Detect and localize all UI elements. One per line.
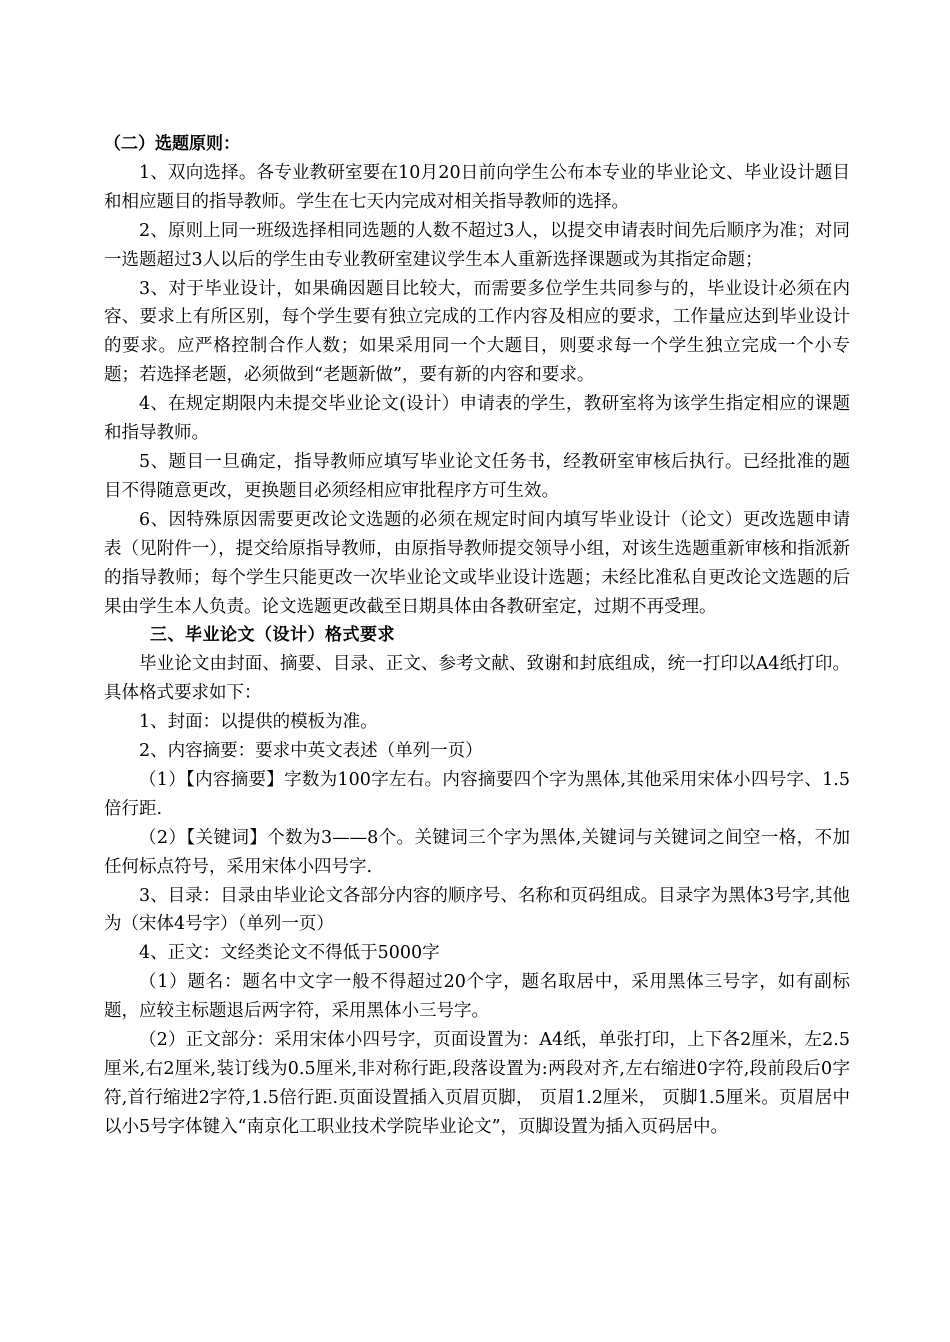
principle-paragraph-1: 1、双向选择。各专业教研室要在10月20日前向学生公布本专业的毕业论文、毕业设计题目和相应题目的指导教师。学生在七天内完成对相关指导教师的选择。 [104, 162, 850, 212]
document-body [104, 130, 850, 1142]
principle-paragraph-6: 6、因特殊原因需要更改论文选题的必须在规定时间内填写毕业设计（论文）更改选题申请表（见附件一），提交给原指导教师，由原指导教师提交领导小组，对该生选题重新审核和指派新的指导教师；每个学生只能更改一次毕业论文或毕业设计选题；未经比准私自更改论文选题的后果由学生本人负责。论文选题更改截至日期具体由各教研室定，过期不再受理。 [104, 509, 850, 617]
format-paragraph-abstract-length: （1）【内容摘要】字数为100字左右。内容摘要四个字为黑体,其他采用宋体小四号字、1.5倍行距. [104, 769, 850, 819]
section-heading-format-requirements: 三、毕业论文（设计）格式要求 [150, 625, 395, 646]
principle-paragraph-3: 3、对于毕业设计，如果确因题目比较大，而需要多位学生共同参与的，毕业设计必须在内容、要求上有所区别，每个学生要有独立完成的工作内容及相应的要求，工作量应达到毕业设计的要求。应严格控制合作人数；如果采用同一个大题目，则要求每一个学生独立完成一个小专题；若选择老题，必须做到“老题新做”，要有新的内容和要求。 [104, 278, 850, 386]
format-paragraph-contents: 3、目录：目录由毕业论文各部分内容的顺序号、名称和页码组成。目录字为黑体3号字,其他为（宋体4号字）（单列一页） [104, 885, 850, 935]
format-paragraph-cover: 1、封面：以提供的模板为准。 [139, 712, 378, 733]
format-paragraph-body-layout: （2）正文部分：采用宋体小四号字，页面设置为：A4纸，单张打印，上下各2厘米，左2.5厘米,右2厘米,装订线为0.5厘米,非对称行距,段落设置为:两段对齐,左右缩进0字符,段前段后0字符,首行缩进2字符,1.5倍行距.页面设置插入页眉页脚， 页眉1.2厘米， 页脚1.5厘米。页眉居中以小5号字体键入“南京化工职业技术学院毕业论文”，页脚设置为插入页码居中。 [104, 1030, 850, 1137]
format-paragraph-abstract: 2、内容摘要：要求中英文表述（单列一页） [139, 741, 483, 762]
subsection-heading-topic-principles: （二）选题原则： [104, 134, 240, 154]
format-paragraph-intro: 毕业论文由封面、摘要、目录、正文、参考文献、致谢和封底组成，统一打印以A4纸打印。具体格式要求如下： [104, 654, 850, 704]
format-paragraph-title: （1）题名：题名中文字一般不得超过20个字，题名取居中，采用黑体三号字，如有副标题，应较主标题退后两字符，采用黑体小三号字。 [104, 972, 850, 1022]
format-paragraph-main-text: 4、正文：文经类论文不得低于5000字 [139, 943, 440, 964]
principle-paragraph-4: 4、在规定期限内未提交毕业论文(设计）申请表的学生，教研室将为该学生指定相应的课题和指导教师。 [104, 394, 850, 444]
format-paragraph-keywords: （2）【关键词】个数为3——8个。关键词三个字为黑体,关键词与关键词之间空一格，不加任何标点符号，采用宋体小四号字. [104, 827, 850, 877]
principle-paragraph-2: 2、原则上同一班级选择相同选题的人数不超过3人，以提交申请表时间先后顺序为准；对同一选题超过3人以后的学生由专业教研室建议学生本人重新选择课题或为其指定命题； [104, 220, 850, 270]
principle-paragraph-5: 5、题目一旦确定，指导教师应填写毕业论文任务书，经教研室审核后执行。已经批准的题目不得随意更改，更换题目必须经相应审批程序方可生效。 [104, 451, 850, 501]
